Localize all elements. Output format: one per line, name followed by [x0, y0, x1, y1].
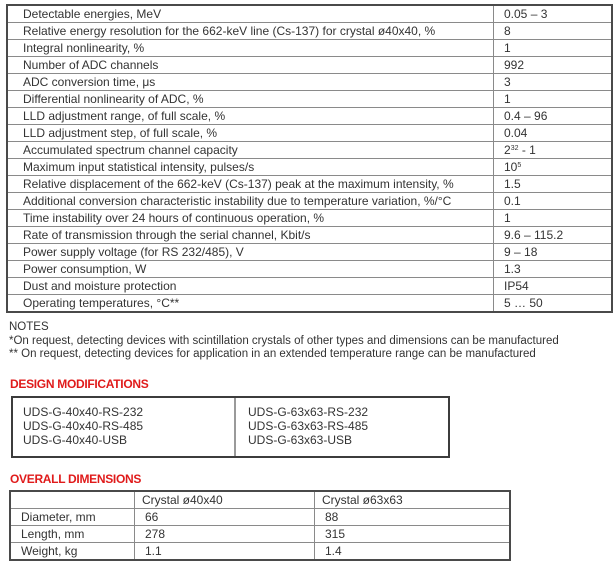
parameter-value: 3	[494, 74, 613, 91]
table-row	[7, 23, 612, 40]
cell-value: 278	[135, 526, 315, 543]
parameter-name: Integral nonlinearity, %	[7, 40, 494, 57]
table-row	[10, 543, 510, 561]
parameter-value: 1.3	[494, 261, 613, 278]
parameter-value: 992	[494, 57, 613, 74]
table-row	[7, 159, 612, 176]
column-header: Crystal ø63x63	[315, 491, 511, 509]
parameter-name: LLD adjustment range, of full scale, %	[7, 108, 494, 125]
table-row	[7, 91, 612, 108]
row-label: Length, mm	[10, 526, 135, 543]
cell-value: 88	[315, 509, 511, 526]
parameter-name: Dust and moisture protection	[7, 278, 494, 295]
table-row	[7, 193, 612, 210]
specifications-table	[6, 4, 613, 313]
table-row	[10, 526, 510, 543]
table-row	[7, 40, 612, 57]
table-row	[7, 125, 612, 142]
parameter-value: 9.6 – 115.2	[494, 227, 613, 244]
cell-value: 315	[315, 526, 511, 543]
parameter-name: Relative displacement of the 662-keV (Cs-137) peak at the maximum intensity, %	[7, 176, 494, 193]
parameter-name: Time instability over 24 hours of continuous operation, %	[7, 210, 494, 227]
table-row	[10, 509, 510, 526]
parameter-value	[494, 142, 613, 159]
parameter-name: Additional conversion characteristic instability due to temperature variation, %/°C	[7, 193, 494, 210]
value-exponent: 5	[517, 162, 522, 169]
column-header	[10, 491, 135, 509]
notes-section	[9, 321, 559, 362]
parameter-name: Relative energy resolution for the 662-keV line (Cs-137) for crystal ø40x40, %	[7, 23, 494, 40]
modification-item: UDS-G-63x63-RS-232	[248, 405, 369, 419]
note-line: ** On request, detecting devices for application in an extended temperature range can be manufactured	[9, 348, 536, 360]
parameter-value	[494, 159, 613, 176]
modification-item: UDS-G-40x40-RS-232	[23, 405, 144, 419]
parameter-value: 1	[494, 210, 613, 227]
value-exponent: 32	[510, 145, 519, 152]
table-row	[7, 142, 612, 159]
column-header: Crystal ø40x40	[135, 491, 315, 509]
parameter-name: Accumulated spectrum channel capacity	[7, 142, 494, 159]
table-row	[7, 278, 612, 295]
parameter-name: Detectable energies, MeV	[7, 5, 494, 23]
parameter-value: 0.04	[494, 125, 613, 142]
notes-title: NOTES	[9, 321, 49, 333]
table-row	[7, 295, 612, 313]
cell-value: 1.1	[135, 543, 315, 561]
cell-value: 66	[135, 509, 315, 526]
parameter-name: Maximum input statistical intensity, pulses/s	[7, 159, 494, 176]
overall-dimensions-table	[9, 490, 511, 561]
note-line: *On request, detecting devices with scintillation crystals of other types and dimensions can be manufactured	[9, 334, 559, 347]
design-modifications-heading: DESIGN MODIFICATIONS	[10, 377, 149, 391]
table-row	[7, 5, 612, 23]
parameter-name: Rate of transmission through the serial channel, Kbit/s	[7, 227, 494, 244]
parameter-value: 8	[494, 23, 613, 40]
table-row	[7, 227, 612, 244]
row-label: Diameter, mm	[10, 509, 135, 526]
dimensions-header-row	[10, 491, 510, 509]
parameter-value: 1	[494, 91, 613, 108]
table-row	[7, 261, 612, 278]
table-row	[7, 210, 612, 227]
parameter-value: 9 – 18	[494, 244, 613, 261]
table-row	[7, 108, 612, 125]
parameter-name: Power consumption, W	[7, 261, 494, 278]
parameter-value: 1	[494, 40, 613, 57]
parameter-name: ADC conversion time, μs	[7, 74, 494, 91]
modification-item: UDS-G-40x40-USB	[23, 433, 128, 447]
parameter-value: 5 … 50	[494, 295, 613, 313]
cell-value: 1.4	[315, 543, 511, 561]
value-tail: - 1	[518, 143, 536, 157]
value-base: 10	[504, 160, 518, 174]
value-base: 2	[504, 143, 511, 157]
modification-item: UDS-G-40x40-RS-485	[23, 419, 144, 433]
row-label: Weight, kg	[10, 543, 135, 561]
design-modifications-box	[11, 396, 450, 458]
modifications-40x40-column	[13, 398, 236, 456]
table-row	[7, 244, 612, 261]
table-row	[7, 74, 612, 91]
modification-item: UDS-G-63x63-RS-485	[248, 419, 369, 433]
modifications-63x63-column	[236, 398, 368, 456]
parameter-value: 0.05 – 3	[494, 5, 613, 23]
table-row	[7, 176, 612, 193]
parameter-value: 0.1	[494, 193, 613, 210]
overall-dimensions-heading: OVERALL DIMENSIONS	[10, 472, 142, 486]
parameter-value: IP54	[494, 278, 613, 295]
parameter-name: Number of ADC channels	[7, 57, 494, 74]
table-row	[7, 57, 612, 74]
parameter-name: Power supply voltage (for RS 232/485), V	[7, 244, 494, 261]
modification-item: UDS-G-63x63-USB	[248, 433, 353, 447]
parameter-value: 1.5	[494, 176, 613, 193]
parameter-name: Differential nonlinearity of ADC, %	[7, 91, 494, 108]
parameter-value: 0.4 – 96	[494, 108, 613, 125]
parameter-name: Operating temperatures, °C**	[7, 295, 494, 313]
parameter-name: LLD adjustment step, of full scale, %	[7, 125, 494, 142]
